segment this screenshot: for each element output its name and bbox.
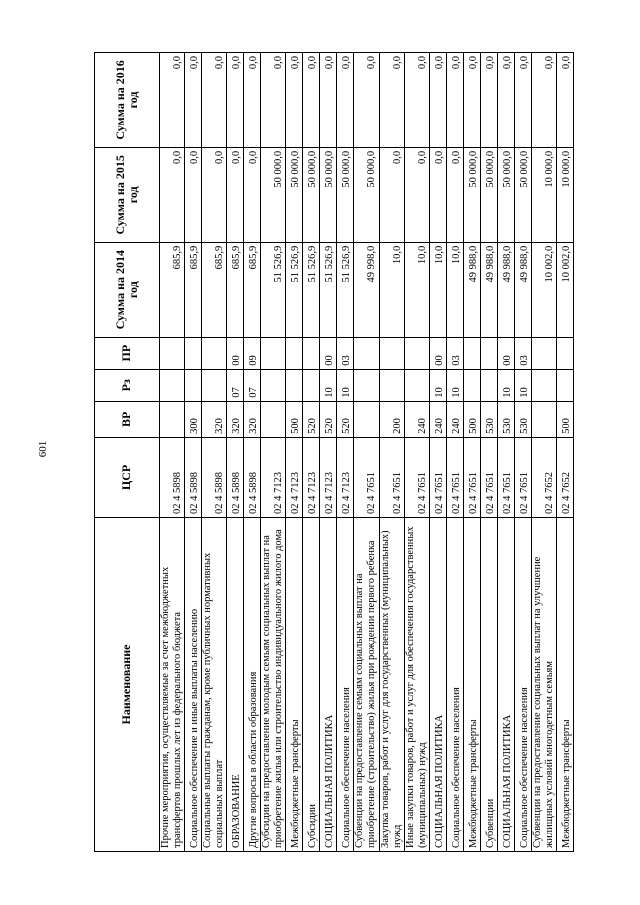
row-sum-2014-cell: 49 988,0 <box>497 242 514 337</box>
row-pr-cell <box>185 337 202 369</box>
row-sum-2014-cell: 685,9 <box>202 242 227 337</box>
row-sum-2015-cell: 50 000,0 <box>320 147 337 242</box>
row-sum-2015-cell: 0,0 <box>185 147 202 242</box>
table-row <box>480 53 497 852</box>
table-row <box>244 53 261 852</box>
row-pr-cell: 00 <box>497 337 514 369</box>
row-csr-cell: 02 4 5898 <box>244 437 261 517</box>
header-csr: ЦСР <box>95 437 160 517</box>
row-sum-2014-cell: 685,9 <box>244 242 261 337</box>
table-header-row <box>95 53 160 852</box>
row-csr-cell: 02 4 7123 <box>303 437 320 517</box>
row-sum-2014-cell: 10 002,0 <box>531 242 556 337</box>
row-sum-2016-cell: 0,0 <box>556 53 573 148</box>
row-csr-cell: 02 4 5898 <box>160 437 185 517</box>
row-sum-2015-cell: 0,0 <box>379 147 404 242</box>
table-row <box>303 53 320 852</box>
row-sum-2016-cell: 0,0 <box>337 53 354 148</box>
table-row <box>202 53 227 852</box>
row-csr-cell: 02 4 7651 <box>480 437 497 517</box>
row-sum-2014-cell: 10,0 <box>446 242 463 337</box>
row-rz-cell <box>286 369 303 401</box>
row-pr-cell <box>202 337 227 369</box>
row-sum-2014-cell: 51 526,9 <box>337 242 354 337</box>
row-rz-cell: 10 <box>497 369 514 401</box>
row-name-cell: Субсидии на предоставление молодым семьям социальных выплат на приобретение жилья или строительство индивидуального жилого дома <box>261 517 286 851</box>
row-pr-cell: 03 <box>514 337 531 369</box>
header-name: Наименование <box>95 517 160 851</box>
row-vr-cell: 240 <box>446 401 463 437</box>
row-rz-cell <box>303 369 320 401</box>
table-row <box>286 53 303 852</box>
row-sum-2014-cell: 685,9 <box>160 242 185 337</box>
row-vr-cell: 240 <box>429 401 446 437</box>
row-rz-cell: 10 <box>446 369 463 401</box>
row-name-cell: Субвенции на предоставление семьям социальных выплат на приобретение (строительство) жилья при рождении первого ребенка <box>354 517 379 851</box>
table-row <box>320 53 337 852</box>
row-rz-cell <box>185 369 202 401</box>
budget-table-container <box>94 52 572 852</box>
row-sum-2015-cell: 50 000,0 <box>497 147 514 242</box>
table-row <box>354 53 379 852</box>
row-pr-cell <box>160 337 185 369</box>
row-vr-cell: 520 <box>303 401 320 437</box>
table-row <box>404 53 429 852</box>
row-pr-cell <box>354 337 379 369</box>
row-rz-cell: 10 <box>429 369 446 401</box>
row-vr-cell: 530 <box>514 401 531 437</box>
table-body <box>160 53 574 852</box>
row-csr-cell: 02 4 7123 <box>261 437 286 517</box>
row-sum-2015-cell: 0,0 <box>244 147 261 242</box>
row-sum-2016-cell: 0,0 <box>227 53 244 148</box>
row-rz-cell: 10 <box>514 369 531 401</box>
row-csr-cell: 02 4 5898 <box>202 437 227 517</box>
row-vr-cell: 500 <box>463 401 480 437</box>
header-vr: ВР <box>95 401 160 437</box>
table-row <box>531 53 556 852</box>
row-vr-cell: 520 <box>337 401 354 437</box>
row-csr-cell: 02 4 7123 <box>337 437 354 517</box>
row-vr-cell: 500 <box>286 401 303 437</box>
row-vr-cell: 320 <box>202 401 227 437</box>
row-vr-cell: 320 <box>227 401 244 437</box>
row-name-cell: Другие вопросы в области образования <box>244 517 261 851</box>
row-vr-cell <box>261 401 286 437</box>
row-sum-2015-cell: 10 000,0 <box>531 147 556 242</box>
row-csr-cell: 02 4 7651 <box>429 437 446 517</box>
row-pr-cell: 09 <box>244 337 261 369</box>
row-sum-2014-cell: 685,9 <box>185 242 202 337</box>
row-sum-2015-cell: 0,0 <box>446 147 463 242</box>
row-sum-2015-cell: 0,0 <box>429 147 446 242</box>
row-pr-cell <box>303 337 320 369</box>
row-sum-2016-cell: 0,0 <box>286 53 303 148</box>
row-vr-cell: 520 <box>320 401 337 437</box>
row-sum-2015-cell: 50 000,0 <box>480 147 497 242</box>
row-sum-2015-cell: 0,0 <box>160 147 185 242</box>
row-sum-2014-cell: 10,0 <box>379 242 404 337</box>
row-rz-cell <box>202 369 227 401</box>
row-pr-cell: 03 <box>446 337 463 369</box>
header-sum-2014: Сумма на 2014 год <box>95 242 160 337</box>
row-name-cell: Социальные выплаты гражданам, кроме публичных нормативных социальных выплат <box>202 517 227 851</box>
table-row <box>514 53 531 852</box>
row-vr-cell <box>531 401 556 437</box>
row-vr-cell: 530 <box>497 401 514 437</box>
row-rz-cell: 07 <box>227 369 244 401</box>
row-rz-cell <box>556 369 573 401</box>
row-name-cell: СОЦИАЛЬНАЯ ПОЛИТИКА <box>429 517 446 851</box>
row-sum-2014-cell: 10,0 <box>404 242 429 337</box>
table-row <box>160 53 185 852</box>
row-rz-cell <box>261 369 286 401</box>
table-row <box>379 53 404 852</box>
row-name-cell: СОЦИАЛЬНАЯ ПОЛИТИКА <box>497 517 514 851</box>
header-sum-2016: Сумма на 2016 год <box>95 53 160 148</box>
row-name-cell: СОЦИАЛЬНАЯ ПОЛИТИКА <box>320 517 337 851</box>
row-csr-cell: 02 4 7651 <box>354 437 379 517</box>
header-pr: ПР <box>95 337 160 369</box>
row-sum-2014-cell: 10,0 <box>429 242 446 337</box>
row-rz-cell: 07 <box>244 369 261 401</box>
row-sum-2015-cell: 50 000,0 <box>303 147 320 242</box>
row-pr-cell: 00 <box>320 337 337 369</box>
row-sum-2016-cell: 0,0 <box>261 53 286 148</box>
row-sum-2016-cell: 0,0 <box>514 53 531 148</box>
row-name-cell: Прочие мероприятия, осуществляемые за счет межбюджетных трансфертов прошлых лет из федерального бюджета <box>160 517 185 851</box>
row-pr-cell <box>261 337 286 369</box>
row-sum-2014-cell: 49 998,0 <box>354 242 379 337</box>
table-row <box>556 53 573 852</box>
row-pr-cell <box>463 337 480 369</box>
row-csr-cell: 02 4 7651 <box>379 437 404 517</box>
row-csr-cell: 02 4 7652 <box>531 437 556 517</box>
row-csr-cell: 02 4 7651 <box>497 437 514 517</box>
row-sum-2014-cell: 51 526,9 <box>286 242 303 337</box>
row-vr-cell <box>354 401 379 437</box>
row-pr-cell: 00 <box>227 337 244 369</box>
budget-table <box>94 52 574 852</box>
row-sum-2016-cell: 0,0 <box>497 53 514 148</box>
row-sum-2016-cell: 0,0 <box>185 53 202 148</box>
row-sum-2015-cell: 0,0 <box>404 147 429 242</box>
row-sum-2016-cell: 0,0 <box>303 53 320 148</box>
row-name-cell: Социальное обеспечение населения <box>446 517 463 851</box>
row-name-cell: Межбюджетные трансферты <box>463 517 480 851</box>
row-name-cell: Субсидии <box>303 517 320 851</box>
row-sum-2014-cell: 685,9 <box>227 242 244 337</box>
row-rz-cell <box>160 369 185 401</box>
table-row <box>227 53 244 852</box>
row-sum-2015-cell: 50 000,0 <box>463 147 480 242</box>
row-vr-cell: 530 <box>480 401 497 437</box>
row-csr-cell: 02 4 7123 <box>320 437 337 517</box>
row-csr-cell: 02 4 5898 <box>227 437 244 517</box>
row-name-cell: Межбюджетные трансферты <box>286 517 303 851</box>
row-csr-cell: 02 4 7651 <box>404 437 429 517</box>
row-sum-2015-cell: 50 000,0 <box>354 147 379 242</box>
row-sum-2014-cell: 51 526,9 <box>320 242 337 337</box>
table-row <box>446 53 463 852</box>
row-pr-cell <box>531 337 556 369</box>
row-pr-cell <box>556 337 573 369</box>
row-rz-cell <box>379 369 404 401</box>
row-rz-cell: 10 <box>320 369 337 401</box>
row-csr-cell: 02 4 7651 <box>463 437 480 517</box>
row-rz-cell <box>480 369 497 401</box>
row-sum-2015-cell: 50 000,0 <box>261 147 286 242</box>
row-pr-cell <box>404 337 429 369</box>
row-sum-2016-cell: 0,0 <box>354 53 379 148</box>
row-name-cell: Субвенции <box>480 517 497 851</box>
row-name-cell: Социальное обеспечение и иные выплаты населению <box>185 517 202 851</box>
row-pr-cell <box>379 337 404 369</box>
row-name-cell: Социальное обеспечение населения <box>514 517 531 851</box>
table-row <box>337 53 354 852</box>
row-sum-2014-cell: 49 988,0 <box>463 242 480 337</box>
row-sum-2016-cell: 0,0 <box>320 53 337 148</box>
row-rz-cell <box>463 369 480 401</box>
table-row <box>463 53 480 852</box>
row-name-cell: ОБРАЗОВАНИЕ <box>227 517 244 851</box>
row-sum-2016-cell: 0,0 <box>160 53 185 148</box>
page-number: 601 <box>37 440 49 458</box>
row-vr-cell: 500 <box>556 401 573 437</box>
row-vr-cell: 200 <box>379 401 404 437</box>
row-sum-2014-cell: 10 002,0 <box>556 242 573 337</box>
row-csr-cell: 02 4 7123 <box>286 437 303 517</box>
row-sum-2014-cell: 49 988,0 <box>514 242 531 337</box>
row-sum-2015-cell: 50 000,0 <box>337 147 354 242</box>
row-csr-cell: 02 4 7651 <box>514 437 531 517</box>
row-sum-2015-cell: 50 000,0 <box>286 147 303 242</box>
row-sum-2016-cell: 0,0 <box>202 53 227 148</box>
row-sum-2016-cell: 0,0 <box>244 53 261 148</box>
row-pr-cell <box>480 337 497 369</box>
row-sum-2015-cell: 50 000,0 <box>514 147 531 242</box>
row-sum-2015-cell: 0,0 <box>202 147 227 242</box>
row-vr-cell: 320 <box>244 401 261 437</box>
row-sum-2016-cell: 0,0 <box>446 53 463 148</box>
row-name-cell: Социальное обеспечение населения <box>337 517 354 851</box>
row-sum-2014-cell: 51 526,9 <box>303 242 320 337</box>
row-pr-cell <box>286 337 303 369</box>
row-rz-cell <box>404 369 429 401</box>
row-sum-2014-cell: 51 526,9 <box>261 242 286 337</box>
row-sum-2014-cell: 49 988,0 <box>480 242 497 337</box>
row-rz-cell: 10 <box>337 369 354 401</box>
row-sum-2016-cell: 0,0 <box>429 53 446 148</box>
row-sum-2016-cell: 0,0 <box>531 53 556 148</box>
table-row <box>497 53 514 852</box>
header-rz: Рз <box>95 369 160 401</box>
row-vr-cell: 240 <box>404 401 429 437</box>
row-csr-cell: 02 4 7651 <box>446 437 463 517</box>
row-rz-cell <box>354 369 379 401</box>
row-sum-2016-cell: 0,0 <box>379 53 404 148</box>
header-sum-2015: Сумма на 2015 год <box>95 147 160 242</box>
row-rz-cell <box>531 369 556 401</box>
row-sum-2016-cell: 0,0 <box>404 53 429 148</box>
row-sum-2016-cell: 0,0 <box>480 53 497 148</box>
row-csr-cell: 02 4 7652 <box>556 437 573 517</box>
row-sum-2016-cell: 0,0 <box>463 53 480 148</box>
row-sum-2015-cell: 10 000,0 <box>556 147 573 242</box>
table-row <box>261 53 286 852</box>
row-vr-cell: 300 <box>185 401 202 437</box>
row-pr-cell: 00 <box>429 337 446 369</box>
row-name-cell: Субвенции на предоставление социальных выплат на улучшение жилищных условий многодетным семьям <box>531 517 556 851</box>
row-pr-cell: 03 <box>337 337 354 369</box>
row-name-cell: Иные закупки товаров, работ и услуг для обеспечения государственных (муниципальных) нужд <box>404 517 429 851</box>
row-name-cell: Межбюджетные трансферты <box>556 517 573 851</box>
row-csr-cell: 02 4 5898 <box>185 437 202 517</box>
table-row <box>429 53 446 852</box>
row-sum-2015-cell: 0,0 <box>227 147 244 242</box>
row-name-cell: Закупка товаров, работ и услуг для государственных (муниципальных) нужд <box>379 517 404 851</box>
row-vr-cell <box>160 401 185 437</box>
table-row <box>185 53 202 852</box>
